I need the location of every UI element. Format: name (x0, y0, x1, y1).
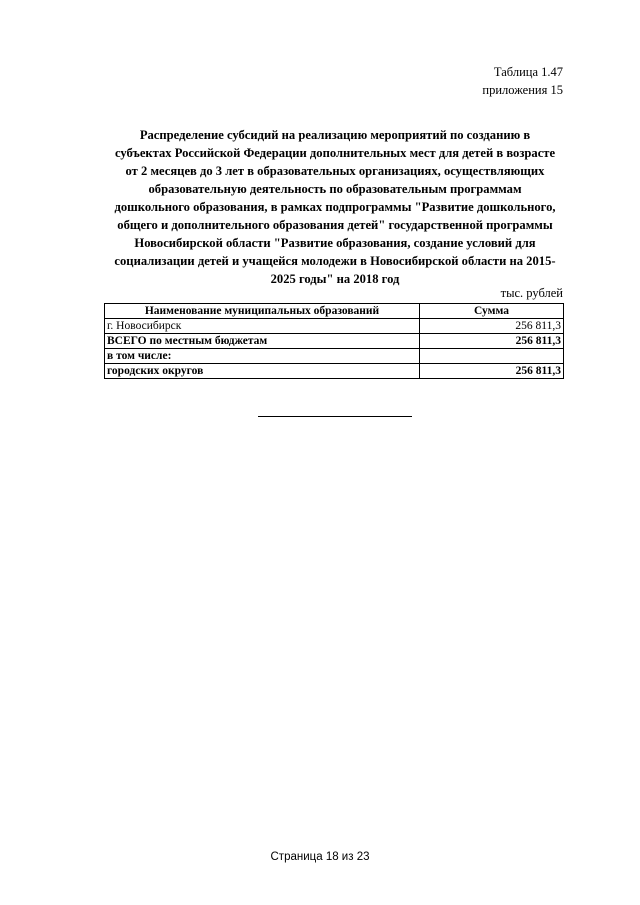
title-line: Новосибирской области "Развитие образования, создание условий для (134, 236, 536, 250)
amount-cell: 256 811,3 (420, 334, 564, 349)
units-label: тыс. рублей (500, 286, 563, 300)
column-header-amount: Сумма (420, 304, 564, 319)
page-footer: Страница 18 из 23 (270, 851, 370, 863)
column-header-municipality: Наименование муниципальных образований (105, 304, 420, 319)
subsidy-table (104, 303, 564, 379)
municipality-cell: в том числе: (105, 349, 420, 364)
title-line: образовательную деятельность по образовательным программам (148, 182, 522, 196)
title-line: от 2 месяцев до 3 лет в образовательных организациях, осуществляющих (125, 164, 545, 178)
table-row (105, 364, 564, 379)
appendix-reference: приложения 15 (482, 83, 563, 97)
title-line: 2025 годы" на 2018 год (270, 272, 400, 286)
title-line: дошкольного образования, в рамках подпрограммы "Развитие дошкольного, (114, 200, 556, 214)
signature-rule (258, 416, 412, 417)
amount-cell (420, 349, 564, 364)
table-header-row (105, 304, 564, 319)
title-line: общего и дополнительного образования детей" государственной программы (117, 218, 553, 232)
title-line: субъектах Российской Федерации дополнительных мест для детей в возрасте (114, 146, 556, 160)
amount-cell: 256 811,3 (420, 364, 564, 379)
table-row-total (105, 334, 564, 349)
document-title (96, 126, 574, 288)
municipality-cell: г. Новосибирск (105, 319, 420, 334)
table-row (105, 319, 564, 334)
table-row-subheading (105, 349, 564, 364)
municipality-cell: городских округов (105, 364, 420, 379)
title-line: социализации детей и учащейся молодежи в Новосибирской области на 2015- (114, 254, 556, 268)
municipality-cell: ВСЕГО по местным бюджетам (105, 334, 420, 349)
table-reference: Таблица 1.47 (493, 65, 563, 79)
amount-cell: 256 811,3 (420, 319, 564, 334)
title-line: Распределение субсидий на реализацию мероприятий по созданию в (139, 128, 531, 142)
